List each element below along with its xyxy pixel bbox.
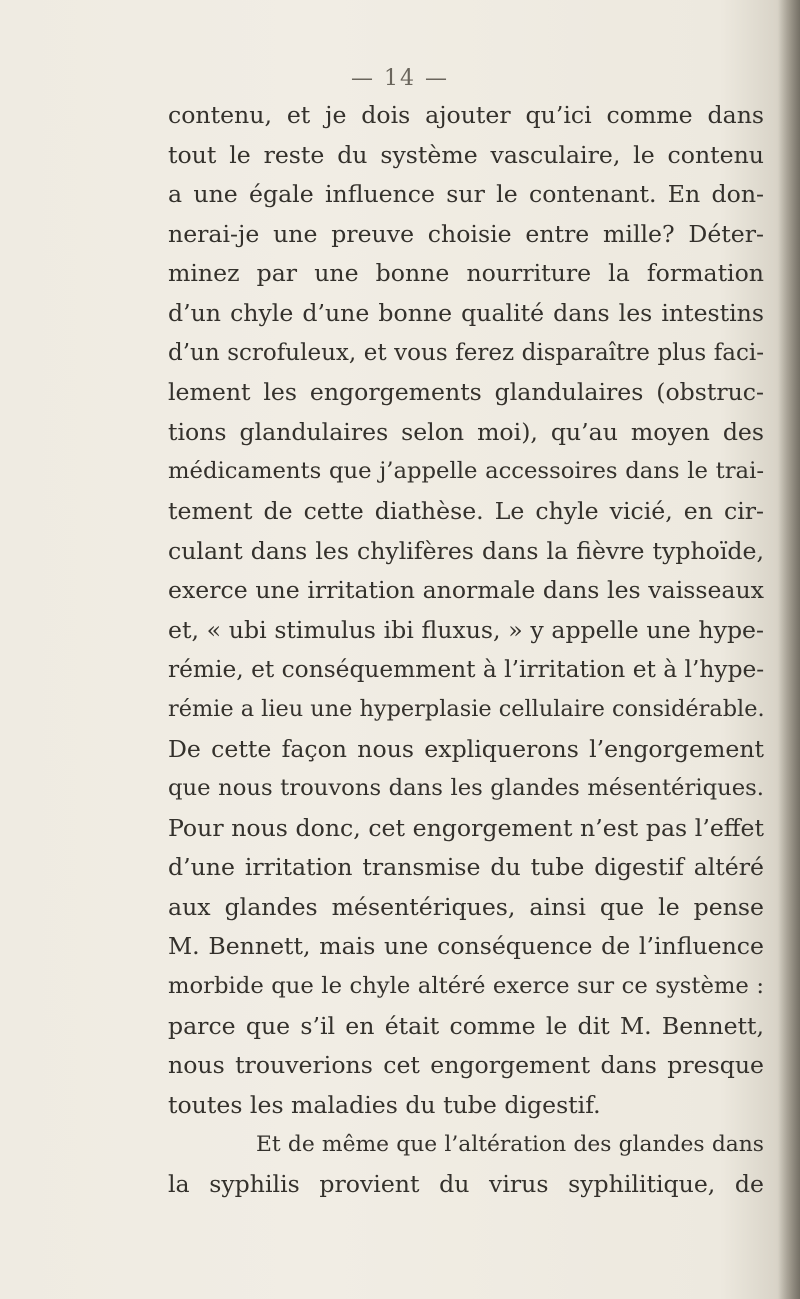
text-line: d’un scrofuleux, et vous ferez disparaître plus faci- [168, 339, 764, 366]
page-edge-shadow [778, 0, 800, 1299]
text-line: De cette façon nous expliquerons l’engorgement [168, 734, 764, 763]
text-line: Pour nous donc, cet engorgement n’est pas l’effet [168, 813, 764, 842]
text-line: parce que s’il en était comme le dit M. Bennett, [168, 1011, 764, 1040]
text-line: culant dans les chylifères dans la fièvre typhoïde, [168, 536, 764, 565]
text-line: exerce une irritation anormale dans les vaisseaux [168, 576, 764, 605]
text-line: tout le reste du système vasculaire, le contenu [168, 140, 764, 169]
text-line: tement de cette diathèse. Le chyle vicié, en cir- [168, 496, 764, 525]
text-line: la syphilis provient du virus syphilitique, de [168, 1170, 764, 1199]
text-line: morbide que le chyle altéré exerce sur ce système : [168, 973, 764, 1000]
paragraph-end-line: toutes les maladies du tube digestif. [168, 1090, 601, 1119]
text-line: nous trouverions cet engorgement dans presque [168, 1051, 764, 1080]
text-line: d’une irritation transmise du tube digestif altéré [168, 853, 764, 882]
text-line: que nous trouvons dans les glandes mésentériques. [168, 775, 764, 802]
text-line: nerai-je une preuve choisie entre mille? Déter- [168, 219, 764, 248]
text-line: rémie a lieu une hyperplasie cellulaire considérable. [168, 695, 765, 722]
text-line: rémie, et conséquemment à l’irritation et à l’hype- [168, 656, 765, 684]
text-line: M. Bennett, mais une conséquence de l’influence [168, 932, 764, 961]
page-number: — 14 — [351, 66, 449, 91]
text-line: tions glandulaires selon moi), qu’au moyen des [168, 417, 764, 446]
text-line: lement les engorgements glandulaires (obstruc- [168, 378, 764, 407]
paragraph-start-line: Et de même que l’altération des glandes dans [256, 1132, 764, 1158]
body-text [168, 96, 764, 1205]
text-line: médicaments que j’appelle accessoires dans le trai- [168, 458, 764, 485]
text-line: contenu, et je dois ajouter qu’ici comme dans [168, 101, 764, 129]
text-line: a une égale influence sur le contenant. En don- [168, 180, 764, 209]
text-line: et, « ubi stimulus ibi fluxus, » y appelle une hype- [168, 615, 764, 644]
text-line: aux glandes mésentériques, ainsi que le pense [168, 892, 764, 921]
text-line: d’un chyle d’une bonne qualité dans les intestins [168, 298, 764, 327]
text-line: minez par une bonne nourriture la formation [168, 259, 764, 288]
